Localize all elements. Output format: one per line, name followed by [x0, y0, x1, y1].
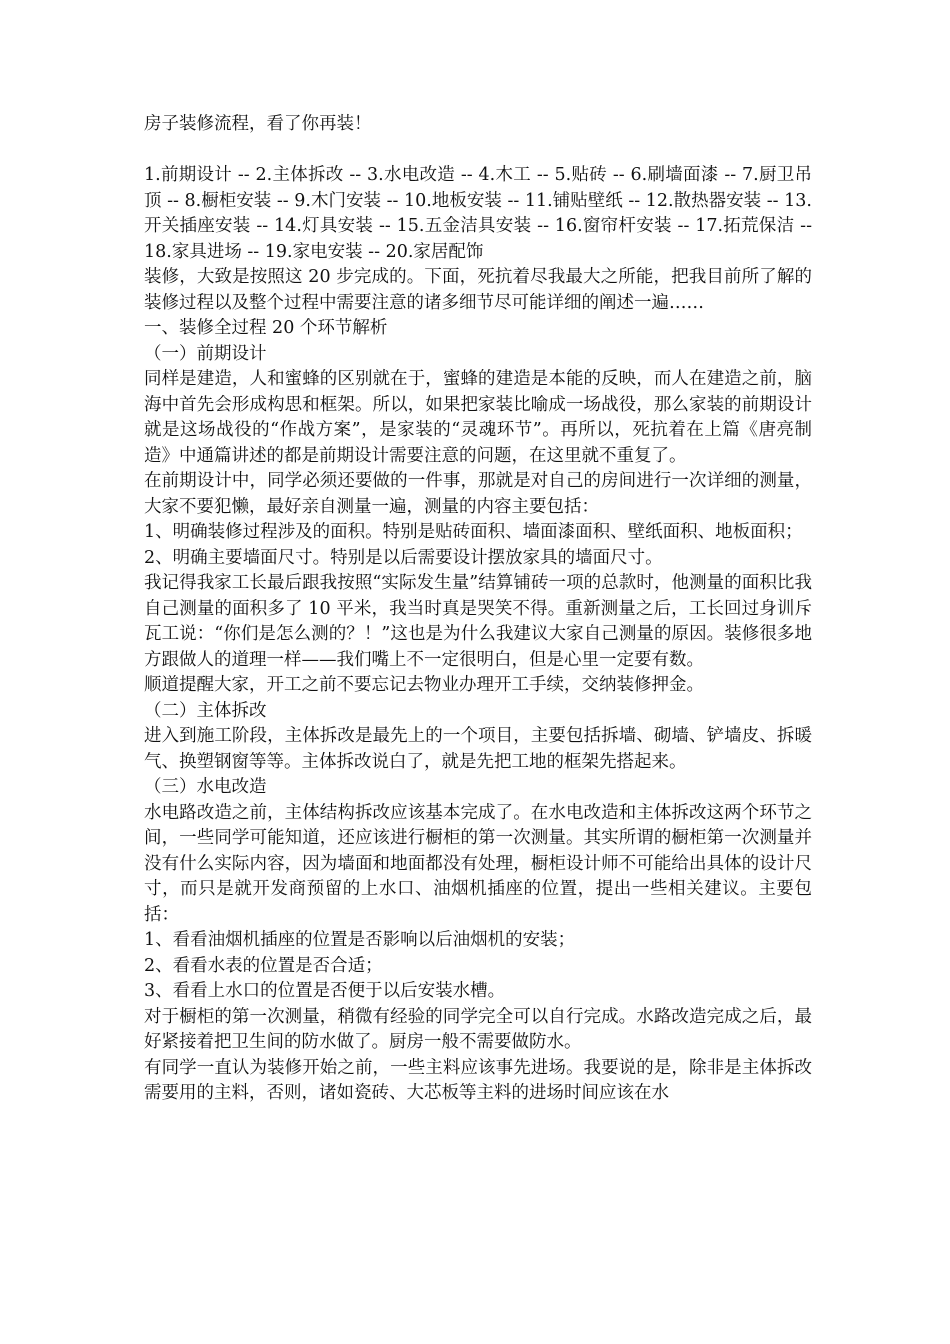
- body-paragraph: 顺道提醒大家，开工之前不要忘记去物业办理开工手续，交纳装修押金。: [144, 675, 704, 695]
- list-item: 2、看看水表的位置是否合适；: [144, 955, 383, 976]
- body-paragraph: 我记得我家工长最后跟我按照“实际发生量”结算铺砖一项的总款时，他测量的面积比我自己测量的面积多了 10 平米，我当时真是哭笑不得。重新测量之后，工长回过身训斥瓦工说：“你们是怎么测的？！”这也是为什么我建议大家自己测量的原因。装修很多地方跟做人的道理一样——我们嘴上不一定很明白，但是心里一定要有数。: [144, 573, 812, 670]
- body-paragraph: 水电路改造之前，主体结构拆改应该基本完成了。在水电改造和主体拆改这两个环节之间，一些同学可能知道，还应该进行橱柜的第一次测量。其实所谓的橱柜第一次测量并没有什么实际内容，因为墙面和地面都没有处理，橱柜设计师不可能给出具体的设计尺寸，而只是就开发商预留的上水口、油烟机插座的位置，提出一些相关建议。主要包括：: [144, 802, 812, 925]
- subsection-heading: （二）主体拆改: [144, 700, 267, 721]
- body-paragraph: 对于橱柜的第一次测量，稍微有经验的同学完全可以自行完成。水路改造完成之后，最好紧接着把卫生间的防水做了。厨房一般不需要做防水。: [144, 1006, 812, 1052]
- document-page: [144, 112, 812, 1107]
- process-steps-paragraph: 1.前期设计 -- 2.主体拆改 -- 3.水电改造 -- 4.木工 -- 5.贴砖 -- 6.刷墙面漆 -- 7.厨卫吊顶 -- 8.橱柜安装 -- 9.木门安装 -- 10.地板安装 -- 11.铺贴壁纸 -- 12.散热器安装 -- 13.开关插座安装 -- 14.灯具安装 -- 15.五金洁具安装 -- 16.窗帘杆安装 -- 17.拓荒保洁 -- 18.家具进场 -- 19.家电安装 -- 20.家居配饰: [144, 165, 812, 262]
- list-item: 1、明确装修过程涉及的面积。特别是贴砖面积、墙面漆面积、壁纸面积、地板面积；: [144, 522, 803, 542]
- list-item: 1、看看油烟机插座的位置是否影响以后油烟机的安装；: [144, 930, 576, 950]
- section-heading: 一、装修全过程 20 个环节解析: [144, 318, 388, 338]
- list-item: 3、看看上水口的位置是否便于以后安装水槽。: [144, 981, 506, 1001]
- body-paragraph: 进入到施工阶段，主体拆改是最先上的一个项目，主要包括拆墙、砌墙、铲墙皮、拆暖气、换塑钢窗等等。主体拆改说白了，就是先把工地的框架先搭起来。: [144, 726, 812, 772]
- subsection-heading: （三）水电改造: [144, 777, 267, 797]
- intro-paragraph: 装修，大致是按照这 20 步完成的。下面，死抗着尽我最大之所能，把我目前所了解的装修过程以及整个过程中需要注意的诸多细节尽可能详细的阐述一遍……: [144, 267, 812, 313]
- body-paragraph: 在前期设计中，同学必须还要做的一件事，那就是对自己的房间进行一次详细的测量，大家不要犯懒，最好亲自测量一遍，测量的内容主要包括：: [144, 471, 812, 517]
- subsection-heading: （一）前期设计: [144, 343, 267, 364]
- list-item: 2、明确主要墙面尺寸。特别是以后需要设计摆放家具的墙面尺寸。: [144, 547, 663, 568]
- body-paragraph: 有同学一直认为装修开始之前，一些主料应该事先进场。我要说的是，除非是主体拆改需要用的主料，否则，诸如瓷砖、大芯板等主料的进场时间应该在水: [144, 1057, 812, 1103]
- document-title: 房子装修流程，看了你再装！: [144, 114, 372, 134]
- body-paragraph: 同样是建造，人和蜜蜂的区别就在于，蜜蜂的建造是本能的反映，而人在建造之前，脑海中首先会形成构思和框架。所以，如果把家装比喻成一场战役，那么家装的前期设计就是这场战役的“作战方案”，是家装的“灵魂环节”。再所以，死抗着在上篇《唐亮制造》中通篇讲述的都是前期设计需要注意的问题，在这里就不重复了。: [144, 369, 812, 466]
